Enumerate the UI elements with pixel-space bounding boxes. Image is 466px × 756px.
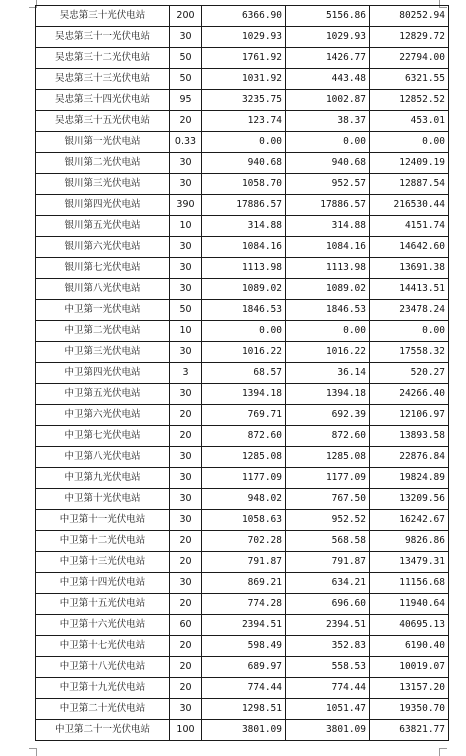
value-cell-a: 1029.93 [202,27,286,48]
value-cell-c: 12829.72 [370,27,449,48]
station-name-cell: 中卫第二十光伏电站 [36,699,170,720]
value-cell-b: 0.00 [286,321,370,342]
station-name-cell: 中卫第五光伏电站 [36,384,170,405]
value-cell-b: 1051.47 [286,699,370,720]
value-cell-b: 5156.86 [286,6,370,27]
station-name-cell: 银川第五光伏电站 [36,216,170,237]
table-row [36,594,449,615]
table-row [36,216,449,237]
value-cell-a: 0.00 [202,132,286,153]
value-cell-b: 696.60 [286,594,370,615]
station-name-cell: 中卫第三光伏电站 [36,342,170,363]
value-cell-b: 558.53 [286,657,370,678]
value-cell-c: 17558.32 [370,342,449,363]
station-name-cell: 中卫第七光伏电站 [36,426,170,447]
value-cell-c: 16242.67 [370,510,449,531]
value-cell-c: 24266.40 [370,384,449,405]
value-cell-c: 22876.84 [370,447,449,468]
value-cell-c: 13209.56 [370,489,449,510]
value-cell-c: 12409.19 [370,153,449,174]
station-name-cell: 中卫第十九光伏电站 [36,678,170,699]
value-cell-b: 0.00 [286,132,370,153]
station-name-cell: 银川第二光伏电站 [36,153,170,174]
table-row [36,300,449,321]
capacity-cell: 30 [170,174,202,195]
table-row [36,27,449,48]
capacity-cell: 20 [170,636,202,657]
table-row [36,384,449,405]
table-row [36,531,449,552]
value-cell-b: 352.83 [286,636,370,657]
value-cell-a: 791.87 [202,552,286,573]
value-cell-a: 774.44 [202,678,286,699]
value-cell-c: 453.01 [370,111,449,132]
value-cell-b: 692.39 [286,405,370,426]
value-cell-b: 1113.98 [286,258,370,279]
capacity-cell: 200 [170,6,202,27]
value-cell-c: 4151.74 [370,216,449,237]
value-cell-c: 6321.55 [370,69,449,90]
value-cell-b: 940.68 [286,153,370,174]
value-cell-b: 952.52 [286,510,370,531]
table-row [36,447,449,468]
capacity-cell: 20 [170,552,202,573]
station-name-cell: 吴忠第三十三光伏电站 [36,69,170,90]
value-cell-c: 520.27 [370,363,449,384]
value-cell-b: 1846.53 [286,300,370,321]
value-cell-b: 1016.22 [286,342,370,363]
station-name-cell: 中卫第十光伏电站 [36,489,170,510]
value-cell-a: 1394.18 [202,384,286,405]
capacity-cell: 30 [170,342,202,363]
table-row [36,678,449,699]
value-cell-b: 952.57 [286,174,370,195]
table-row [36,48,449,69]
value-cell-b: 568.58 [286,531,370,552]
value-cell-a: 1089.02 [202,279,286,300]
station-name-cell: 中卫第二十一光伏电站 [36,720,170,741]
table-row [36,363,449,384]
table-row [36,90,449,111]
station-name-cell: 吴忠第三十四光伏电站 [36,90,170,111]
station-name-cell: 中卫第四光伏电站 [36,363,170,384]
value-cell-a: 872.60 [202,426,286,447]
value-cell-b: 17886.57 [286,195,370,216]
table-row [36,342,449,363]
value-cell-a: 948.02 [202,489,286,510]
capacity-cell: 0.33 [170,132,202,153]
value-cell-b: 443.48 [286,69,370,90]
station-name-cell: 吴忠第三十一光伏电站 [36,27,170,48]
value-cell-a: 314.88 [202,216,286,237]
value-cell-b: 767.50 [286,489,370,510]
value-cell-a: 123.74 [202,111,286,132]
table-row [36,426,449,447]
value-cell-a: 6366.90 [202,6,286,27]
station-name-cell: 中卫第十二光伏电站 [36,531,170,552]
value-cell-a: 1031.92 [202,69,286,90]
value-cell-a: 3801.09 [202,720,286,741]
value-cell-b: 1084.16 [286,237,370,258]
table-row [36,405,449,426]
value-cell-c: 6190.40 [370,636,449,657]
power-station-table [35,5,449,741]
value-cell-c: 9826.86 [370,531,449,552]
capacity-cell: 10 [170,216,202,237]
capacity-cell: 30 [170,447,202,468]
value-cell-a: 1177.09 [202,468,286,489]
value-cell-c: 40695.13 [370,615,449,636]
capacity-cell: 30 [170,510,202,531]
station-name-cell: 银川第一光伏电站 [36,132,170,153]
value-cell-a: 1058.70 [202,174,286,195]
capacity-cell: 30 [170,573,202,594]
value-cell-c: 11156.68 [370,573,449,594]
value-cell-c: 13893.58 [370,426,449,447]
value-cell-c: 63821.77 [370,720,449,741]
station-name-cell: 中卫第九光伏电站 [36,468,170,489]
value-cell-a: 1285.08 [202,447,286,468]
capacity-cell: 20 [170,426,202,447]
table-row [36,615,449,636]
station-name-cell: 中卫第六光伏电站 [36,405,170,426]
table-row [36,153,449,174]
station-name-cell: 银川第八光伏电站 [36,279,170,300]
capacity-cell: 30 [170,489,202,510]
station-name-cell: 中卫第一光伏电站 [36,300,170,321]
value-cell-a: 769.71 [202,405,286,426]
capacity-cell: 50 [170,69,202,90]
table-row [36,237,449,258]
table-row [36,321,449,342]
value-cell-c: 14413.51 [370,279,449,300]
value-cell-a: 17886.57 [202,195,286,216]
capacity-cell: 20 [170,678,202,699]
table-row [36,720,449,741]
value-cell-a: 68.57 [202,363,286,384]
value-cell-a: 0.00 [202,321,286,342]
value-cell-c: 0.00 [370,321,449,342]
capacity-cell: 390 [170,195,202,216]
table-row [36,468,449,489]
value-cell-a: 1761.92 [202,48,286,69]
table-row [36,573,449,594]
capacity-cell: 30 [170,468,202,489]
station-name-cell: 银川第四光伏电站 [36,195,170,216]
value-cell-a: 1058.63 [202,510,286,531]
capacity-cell: 20 [170,531,202,552]
station-name-cell: 银川第六光伏电站 [36,237,170,258]
capacity-cell: 10 [170,321,202,342]
value-cell-c: 19350.70 [370,699,449,720]
station-name-cell: 中卫第十六光伏电站 [36,615,170,636]
value-cell-a: 774.28 [202,594,286,615]
capacity-cell: 20 [170,111,202,132]
table-row [36,258,449,279]
value-cell-a: 1016.22 [202,342,286,363]
value-cell-b: 1177.09 [286,468,370,489]
value-cell-c: 22794.00 [370,48,449,69]
station-name-cell: 中卫第十一光伏电站 [36,510,170,531]
capacity-cell: 30 [170,699,202,720]
table-body [36,6,449,741]
station-name-cell: 中卫第二光伏电站 [36,321,170,342]
capacity-cell: 30 [170,237,202,258]
table-row [36,6,449,27]
value-cell-a: 869.21 [202,573,286,594]
table-row [36,489,449,510]
value-cell-c: 0.00 [370,132,449,153]
value-cell-c: 19824.89 [370,468,449,489]
station-name-cell: 吴忠第三十二光伏电站 [36,48,170,69]
table-row [36,510,449,531]
capacity-cell: 50 [170,48,202,69]
station-name-cell: 中卫第十八光伏电站 [36,657,170,678]
capacity-cell: 100 [170,720,202,741]
capacity-cell: 30 [170,27,202,48]
station-name-cell: 吴忠第三十五光伏电站 [36,111,170,132]
capacity-cell: 30 [170,279,202,300]
capacity-cell: 20 [170,657,202,678]
table-row [36,111,449,132]
value-cell-b: 634.21 [286,573,370,594]
capacity-cell: 60 [170,615,202,636]
capacity-cell: 3 [170,363,202,384]
value-cell-c: 13691.38 [370,258,449,279]
table-row [36,279,449,300]
value-cell-b: 36.14 [286,363,370,384]
value-cell-c: 10019.07 [370,657,449,678]
table-row [36,657,449,678]
value-cell-c: 12106.97 [370,405,449,426]
table-row [36,132,449,153]
table-row [36,699,449,720]
station-name-cell: 吴忠第三十光伏电站 [36,6,170,27]
capacity-cell: 30 [170,384,202,405]
value-cell-a: 1113.98 [202,258,286,279]
value-cell-b: 1285.08 [286,447,370,468]
station-name-cell: 中卫第十七光伏电站 [36,636,170,657]
value-cell-b: 2394.51 [286,615,370,636]
value-cell-c: 13157.20 [370,678,449,699]
value-cell-c: 12887.54 [370,174,449,195]
capacity-cell: 20 [170,405,202,426]
capacity-cell: 50 [170,300,202,321]
value-cell-a: 940.68 [202,153,286,174]
value-cell-c: 216530.44 [370,195,449,216]
value-cell-a: 3235.75 [202,90,286,111]
value-cell-a: 2394.51 [202,615,286,636]
value-cell-a: 1084.16 [202,237,286,258]
value-cell-a: 1846.53 [202,300,286,321]
value-cell-b: 1426.77 [286,48,370,69]
value-cell-b: 1029.93 [286,27,370,48]
value-cell-c: 11940.64 [370,594,449,615]
value-cell-b: 791.87 [286,552,370,573]
station-name-cell: 银川第七光伏电站 [36,258,170,279]
value-cell-a: 689.97 [202,657,286,678]
value-cell-c: 13479.31 [370,552,449,573]
value-cell-c: 14642.60 [370,237,449,258]
capacity-cell: 30 [170,153,202,174]
value-cell-a: 598.49 [202,636,286,657]
station-name-cell: 中卫第十五光伏电站 [36,594,170,615]
table-row [36,69,449,90]
station-name-cell: 中卫第十四光伏电站 [36,573,170,594]
table-row [36,195,449,216]
capacity-cell: 30 [170,258,202,279]
capacity-cell: 95 [170,90,202,111]
station-name-cell: 中卫第八光伏电站 [36,447,170,468]
table-row [36,552,449,573]
value-cell-b: 314.88 [286,216,370,237]
station-name-cell: 银川第三光伏电站 [36,174,170,195]
value-cell-b: 1394.18 [286,384,370,405]
table-row [36,636,449,657]
value-cell-a: 702.28 [202,531,286,552]
value-cell-b: 3801.09 [286,720,370,741]
value-cell-b: 38.37 [286,111,370,132]
value-cell-b: 774.44 [286,678,370,699]
station-name-cell: 中卫第十三光伏电站 [36,552,170,573]
value-cell-c: 23478.24 [370,300,449,321]
value-cell-b: 1002.87 [286,90,370,111]
value-cell-c: 12852.52 [370,90,449,111]
table-row [36,174,449,195]
value-cell-a: 1298.51 [202,699,286,720]
value-cell-b: 1089.02 [286,279,370,300]
value-cell-c: 80252.94 [370,6,449,27]
capacity-cell: 20 [170,594,202,615]
value-cell-b: 872.60 [286,426,370,447]
